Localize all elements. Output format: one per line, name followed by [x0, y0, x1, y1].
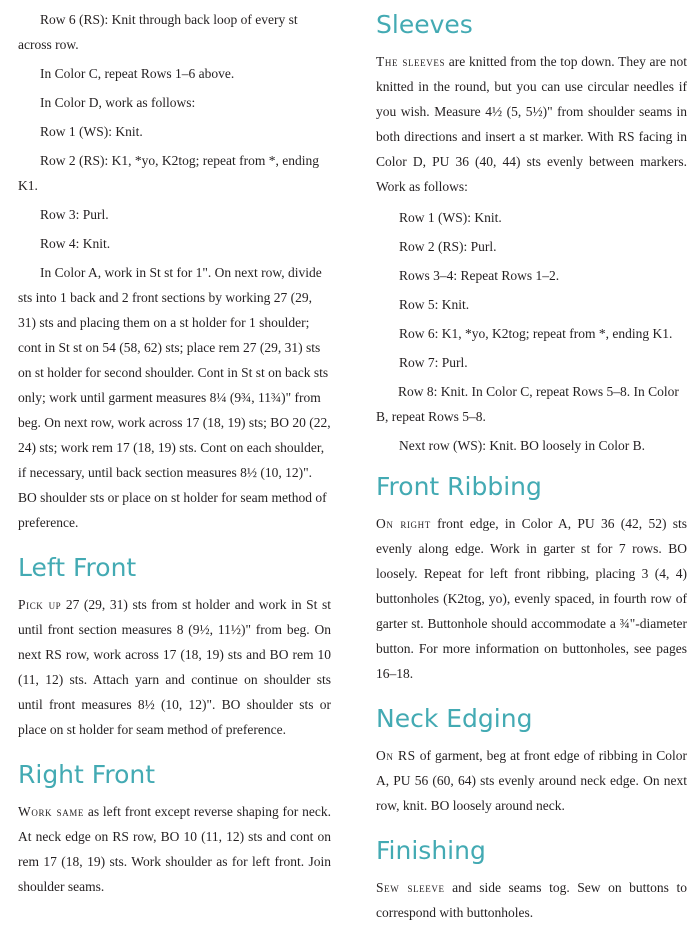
pattern-row: Rows 3–4: Repeat Rows 1–2.: [399, 268, 560, 283]
left-column: [18, 7, 331, 902]
left-front-text: [18, 592, 331, 742]
section-heading-neck-edging: Neck Edging: [376, 704, 533, 733]
section-heading-right-front: Right Front: [18, 760, 156, 789]
neck-edging-text: [376, 743, 687, 818]
paragraph: In Color D, work as follows:: [40, 95, 196, 110]
lead-in: Work same: [18, 804, 84, 819]
pattern-row: Row 2 (RS): Purl.: [399, 239, 497, 254]
lead-in: The sleeves: [376, 54, 446, 69]
pattern-row: Row 1 (WS): Knit.: [40, 124, 143, 139]
pattern-row: Row 8: Knit. In Color C, repeat Rows 5–8. In Color B, repeat Rows 5–8.: [376, 384, 679, 424]
pattern-row: Row 5: Knit.: [399, 297, 470, 312]
lead-in: Sew sleeve: [376, 880, 445, 895]
back-instructions: In Color A, work in St st for 1". On next row, divide sts into 1 back and 2 front sections by working 27 (29, 31) sts and placing them on a st holder for 1 shoulder; cont in St st on 54 (58, 62) sts; place rem 27 (29, 31) sts on st holder for second shoulder. Cont in St st on back sts only; work until garment measures 8¼ (9¾, 11¾)" from beg. On next row, work across 17 (18, 19) sts; BO 20 (22, 24) sts; work rem 17 (18, 19) sts. Cont on each shoulder, if necessary, until back section measures 8½ (10, 12)". BO shoulder sts or place on st holder for seam method of preference.: [18, 265, 331, 530]
body-text: 27 (29, 31) sts from st holder and work in St st until front section measures 8 (9½, 11½)" from beg. On next RS row, work across 17 (18, 19) sts and BO rem 10 (11, 12) sts. Attach yarn and continue on shoulder sts until front measures 8½ (10, 12)". BO shoulder sts or place on st holder for seam method of preference.: [18, 597, 331, 737]
section-heading-left-front: Left Front: [18, 553, 137, 582]
paragraph: Row 6 (RS): Knit through back loop of every st across row.: [18, 12, 298, 52]
pattern-row: Row 3: Purl.: [40, 207, 109, 222]
pattern-row: Row 4: Knit.: [40, 236, 111, 251]
pattern-row: Row 7: Purl.: [399, 355, 468, 370]
finishing-text: [376, 875, 687, 925]
right-front-text: [18, 799, 331, 899]
lead-in: On right: [376, 516, 431, 531]
front-ribbing-text: [376, 511, 687, 686]
body-text: front edge, in Color A, PU 36 (42, 52) sts evenly along edge. Work in garter st for 7 rows. BO loosely. Repeat for left front ribbing, placing 3 (4, 4) buttonholes (K2tog, yo), evenly spaced, in fourth row of garter st. Buttonhole should accommodate a ¾"-diameter button. For more information on buttonholes, see pages 16–18.: [376, 516, 687, 681]
pattern-row: Row 2 (RS): K1, *yo, K2tog; repeat from *, ending K1.: [18, 153, 319, 193]
lead-in: On RS: [376, 748, 416, 763]
sleeves-text: [376, 49, 687, 199]
body-text: are knitted from the top down. They are not knitted in the round, but you can use circular needles if you wish. Measure 4½ (5, 5½)" from shoulder seams in both directions and insert a st marker. With RS facing in Color D, PU 36 (40, 44) sts evenly between markers. Work as follows:: [376, 54, 687, 194]
paragraph: In Color C, repeat Rows 1–6 above.: [40, 66, 235, 81]
body-text: of garment, beg at front edge of ribbing in Color A, PU 56 (60, 64) sts evenly around neck edge. On next row, knit. BO loosely around neck.: [376, 748, 688, 813]
lead-in: Pick up: [18, 597, 62, 612]
pattern-row: Next row (WS): Knit. BO loosely in Color B.: [399, 438, 645, 453]
body-text: as left front except reverse shaping for neck. At neck edge on RS row, BO 10 (11, 12) sts and cont on rem 17 (18, 19) sts. Work shoulder as for left front. Join shoulder seams.: [18, 804, 331, 894]
pattern-row: Row 1 (WS): Knit.: [399, 210, 502, 225]
section-heading-front-ribbing: Front Ribbing: [376, 472, 542, 501]
body-text: and side seams tog. Sew on buttons to correspond with buttonholes.: [376, 880, 687, 920]
section-heading-sleeves: Sleeves: [376, 10, 473, 39]
right-column: [376, 10, 687, 928]
section-heading-finishing: Finishing: [376, 836, 486, 865]
pattern-row: Row 6: K1, *yo, K2tog; repeat from *, ending K1.: [399, 326, 673, 341]
